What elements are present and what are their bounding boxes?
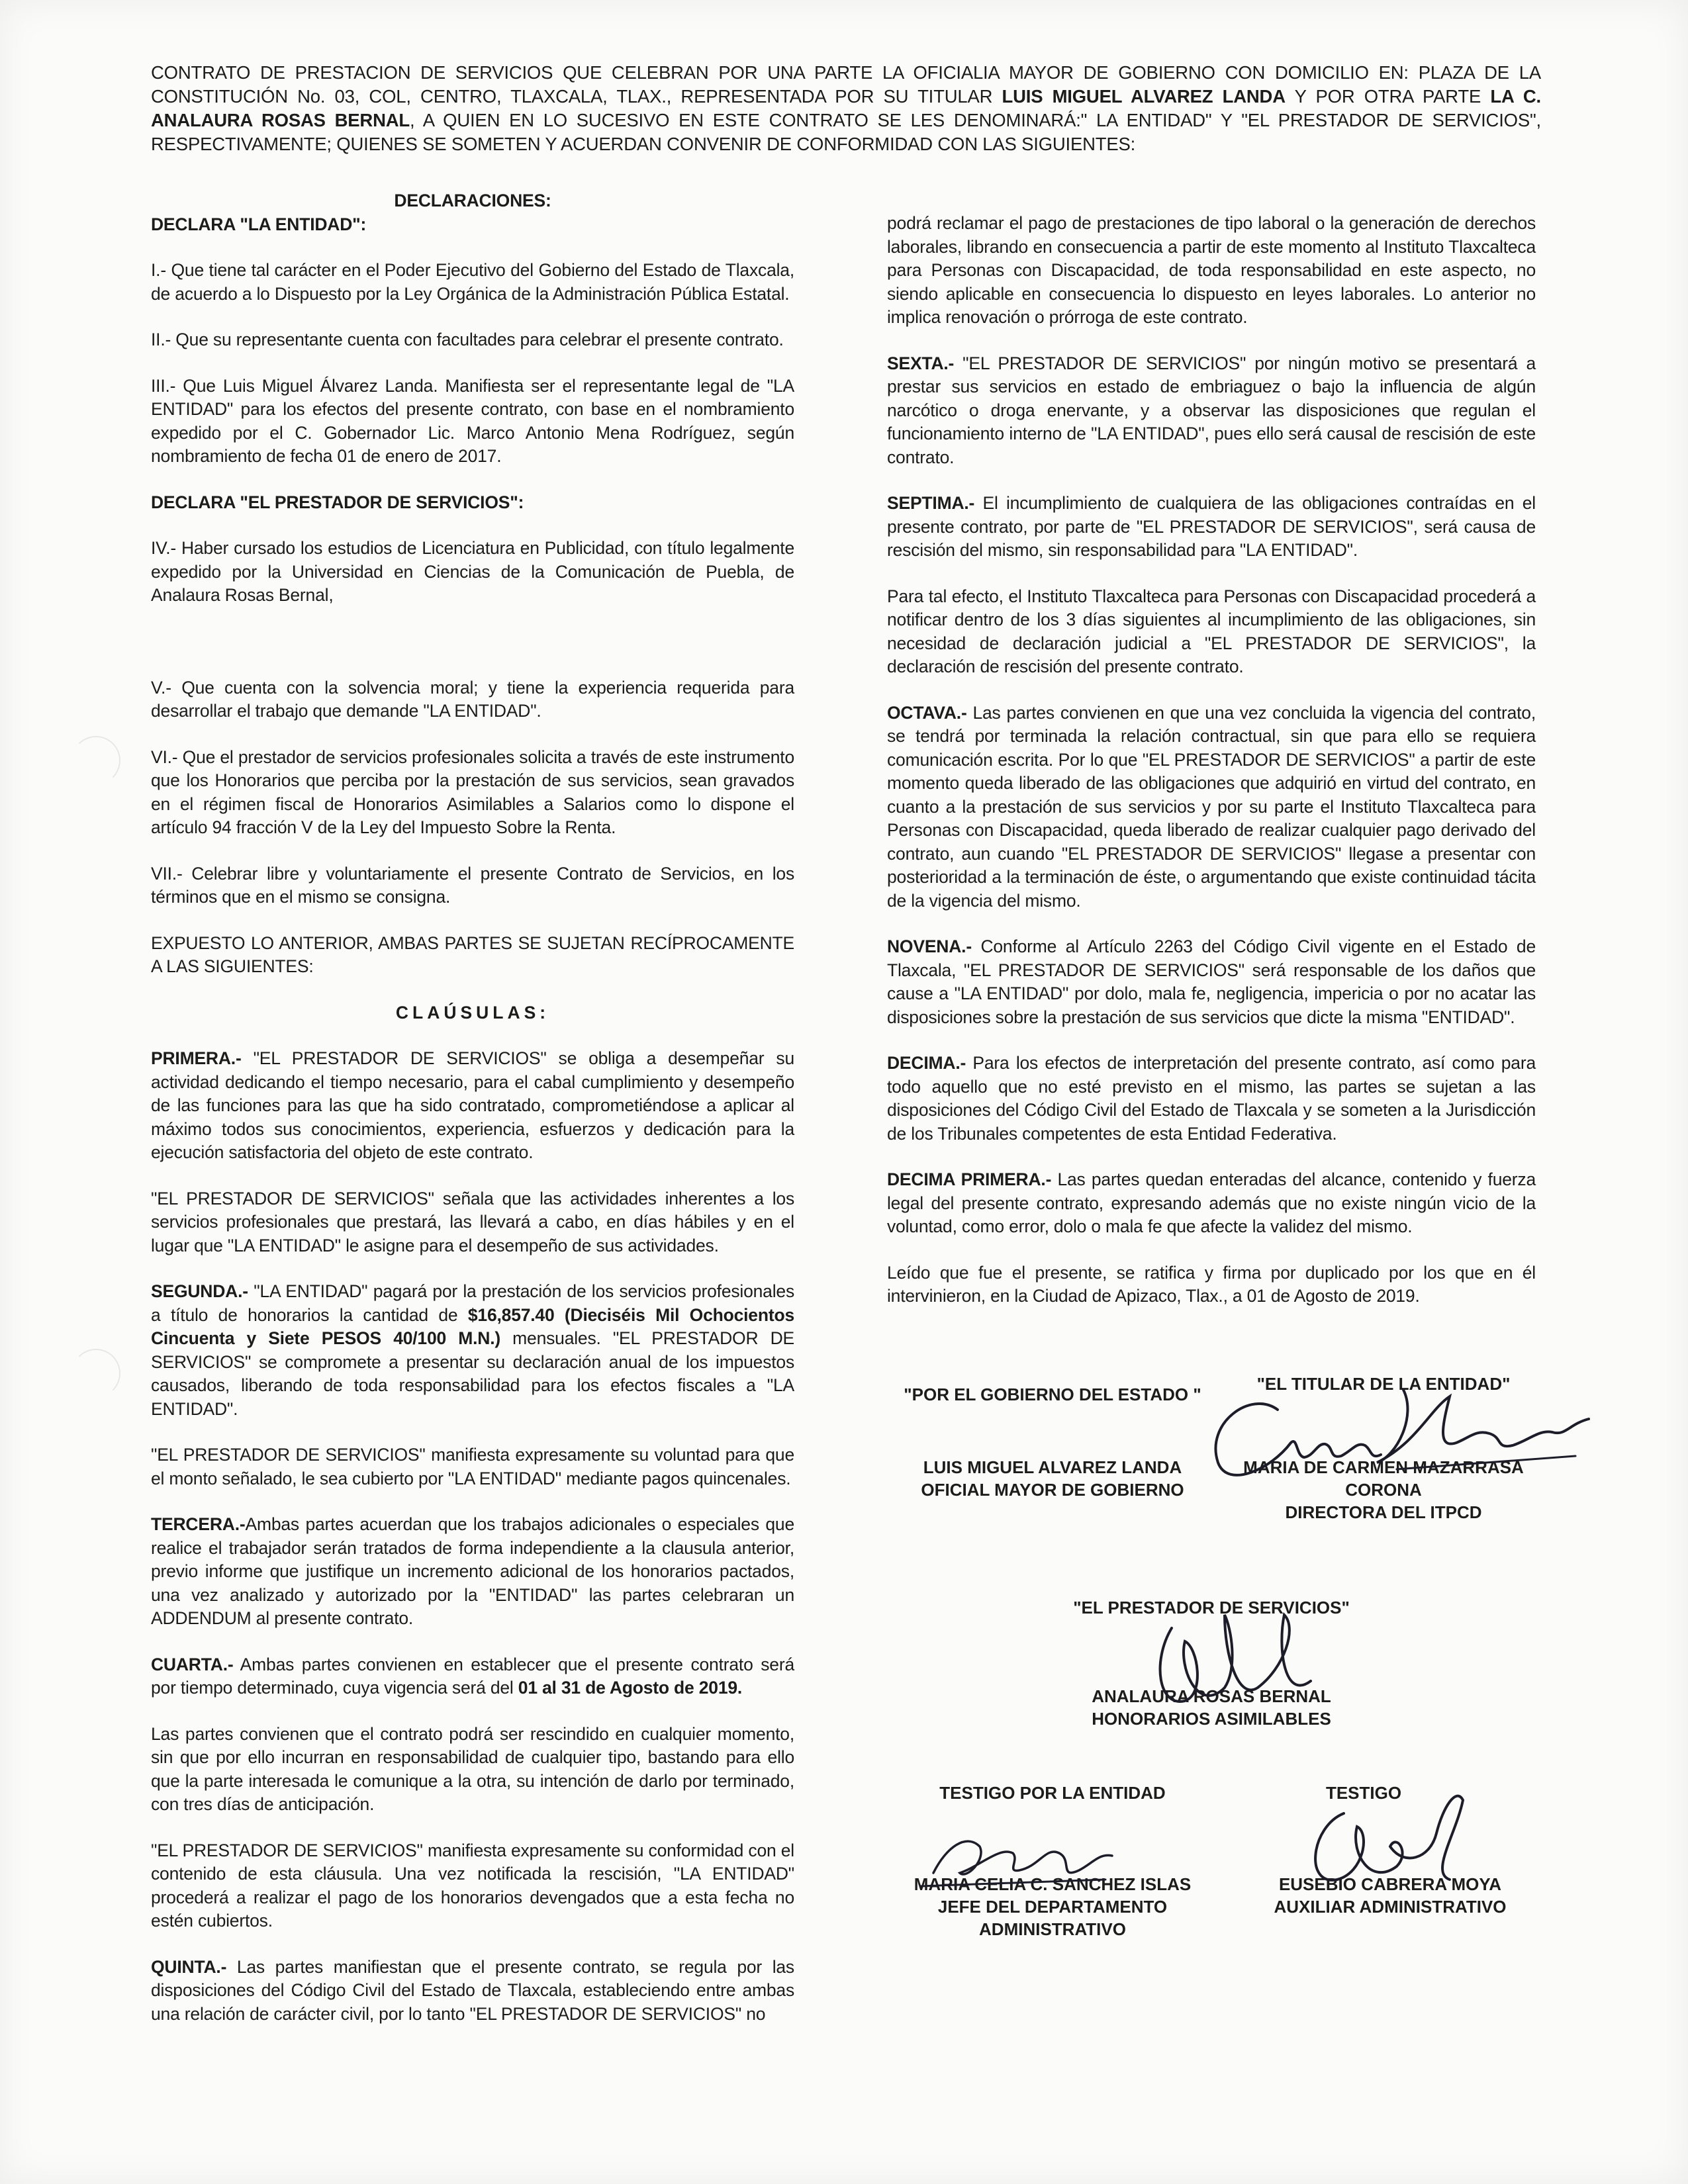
declaration-v: V.- Que cuenta con la solvencia moral; y tiene la experiencia requerida para desarrollar el trabajo que demande "LA ENTIDAD".: [151, 677, 794, 721]
clause-quinta-label: QUINTA.-: [151, 1956, 227, 1977]
clause-sexta-label: SEXTA.-: [887, 353, 955, 373]
testigo1-signatory: [874, 1873, 1231, 1940]
clause-octava-text: Las partes convienen en que una vez concluida la vigencia del contrato, se tendrá por terminada la relación contractual, sin que para ello se requiera comunicación escrita. Por lo que "EL PRESTADOR DE SERVICIOS" a partir de este momento queda liberado de las obligaciones que adquirió en virtud del contrato, en cuanto a la prestación de sus servicios y por su parte el Instituto Tlaxcalteca para Personas con Discapacidad, queda liberado de realizar cualquier pago derivado del contrato, aun cuando "EL PRESTADOR DE SERVICIOS" llegase a presentar con posterioridad a la terminación de éste, o argumentando que existe continuidad tácita de la vigencia del mismo.: [887, 702, 1536, 911]
gov-name: LUIS MIGUEL ALVAREZ LANDA: [923, 1457, 1182, 1477]
prestador-label: "EL PRESTADOR DE SERVICIOS": [1073, 1598, 1350, 1617]
fee-amount: $16,857.40 (Dieciséis Mil Ochocientos Cincuenta y Siete PESOS 40/100 M.N.): [151, 1304, 794, 1348]
clause-septima: [887, 492, 1536, 563]
header-intro: CONTRATO DE PRESTACION DE SERVICIOS QUE CELEBRAN POR UNA PARTE LA OFICIALIA MAYOR DE GOBIERNO CON DOMICILIO EN: PLAZA DE LA CONSTITUCIÓN No. 03, COL, CENTRO, TLAXCALA, TLAX., REPRESENTADA POR SU TITULAR: [151, 62, 1541, 107]
expuesto-paragraph: EXPUESTO LO ANTERIOR, AMBAS PARTES SE SUJETAN RECÍPROCAMENTE A LAS SIGUIENTES:: [151, 933, 794, 976]
clause-quinta: [151, 1956, 794, 2026]
clause-septima-label: SEPTIMA.-: [887, 493, 975, 513]
clause-sexta: [887, 352, 1536, 470]
titular-name: MARIA DE CARMEN MAZARRASA: [1243, 1457, 1524, 1477]
clause-decima-label: DECIMA.-: [887, 1053, 966, 1073]
testigo-entidad-label: TESTIGO POR LA ENTIDAD: [939, 1783, 1166, 1803]
testigo1-name: MARIA CELIA C. SANCHEZ ISLAS: [914, 1874, 1192, 1894]
gobierno-label: "POR EL GOBIERNO DEL ESTADO ": [904, 1385, 1201, 1404]
clause-octava-label: OCTAVA.-: [887, 702, 967, 723]
header-end: , A QUIEN EN LO SUCESIVO EN ESTE CONTRATO SE LES DENOMINARÁ:" LA ENTIDAD" Y "EL PRESTADOR DE SERVICIOS", RESPECTIVAMENTE; QUIENES SE SOMETEN Y ACUERDAN CONVENIR DE CONFORMIDAD CON LAS SIGUIENTES:: [151, 110, 1541, 154]
gov-signatory: [867, 1456, 1238, 1501]
provider-name: LA C. ANALAURA ROSAS BERNAL: [151, 86, 1541, 130]
declara-entidad-heading: DECLARA "LA ENTIDAD":: [151, 214, 367, 234]
punch-hole-bottom: [71, 1349, 120, 1398]
declaration-iv: IV.- Haber cursado los estudios de Licenciatura en Publicidad, con título legalmente expedido por la Universidad en Ciencias de la Comunicación de Puebla, de Analaura Rosas Bernal,: [151, 538, 794, 605]
header-middle: Y POR OTRA PARTE: [1285, 86, 1491, 107]
clause-primera: [151, 1047, 794, 1165]
testigo2-signatory: [1258, 1873, 1523, 1918]
clause-segunda-label: SEGUNDA.-: [151, 1281, 248, 1301]
contract-header: [151, 61, 1541, 156]
clausulas-title: CLAÚSULAS:: [395, 1002, 550, 1023]
clause-decima-primera-label: DECIMA PRIMERA.-: [887, 1169, 1052, 1189]
contract-period: 01 al 31 de Agosto de 2019.: [518, 1678, 743, 1698]
clause-novena: [887, 935, 1536, 1029]
clause-primera-text: "EL PRESTADOR DE SERVICIOS" se obliga a desempeñar su actividad dedicando el tiempo necesario, para el cabal cumplimiento y desempeño de las funciones para las que ha sido contratado, comprometiéndose a aplicar al máximo todos sus conocimientos, experiencia, esfuerzos y dedicación para la ejecución satisfactoria del objeto de este contrato.: [151, 1048, 794, 1162]
declaration-i: I.- Que tiene tal carácter en el Poder Ejecutivo del Gobierno del Estado de Tlaxcala, de acuerdo a lo Dispuesto por la Ley Orgánica de la Administración Pública Estatal.: [151, 260, 794, 304]
clause-decima-primera-text: Las partes quedan enteradas del alcance, contenido y fuerza legal del presente contrato, expresando además que no existe ningún vicio de la voluntad, como error, dolo o mala fe que afecte la validez del mismo.: [887, 1169, 1536, 1236]
representative-name: LUIS MIGUEL ALVAREZ LANDA: [1002, 86, 1286, 107]
testigo2-name: EUSEBIO CABRERA MOYA: [1278, 1874, 1502, 1894]
clause-cuarta-c: "EL PRESTADOR DE SERVICIOS" manifiesta expresamente su conformidad con el contenido de esta cláusula. Una vez notificada la rescisión, "LA ENTIDAD" procederá a realizar el pago de los honorarios devengados que a esta fecha no estén cubiertos.: [151, 1840, 794, 1931]
clause-segunda: [151, 1280, 794, 1421]
declara-prestador-heading: DECLARA "EL PRESTADOR DE SERVICIOS":: [151, 492, 524, 512]
clause-novena-label: NOVENA.-: [887, 936, 972, 956]
prestador-sign-name: ANALAURA ROSAS BERNAL: [1092, 1686, 1331, 1706]
gov-title: OFICIAL MAYOR DE GOBIERNO: [921, 1480, 1184, 1500]
titular-name-2: CORONA: [1345, 1480, 1422, 1500]
clause-segunda-c: "EL PRESTADOR DE SERVICIOS" manifiesta expresamente su voluntad para que el monto señalado, le sea cubierto por "LA ENTIDAD" mediante pagos quincenales.: [151, 1445, 794, 1488]
clause-novena-text: Conforme al Artículo 2263 del Código Civil vigente en el Estado de Tlaxcala, "EL PRESTADOR DE SERVICIOS" será responsable de los daños que cause a "LA ENTIDAD" por dolo, mala fe, negligencia, impericia o por no acatar las disposiciones sobre la prestación de sus servicios que dicte la misma "ENTIDAD".: [887, 936, 1536, 1027]
signing-statement: Leído que fue el presente, se ratifica y firma por duplicado por los que en él intervinieron, en la Ciudad de Apizaco, Tlax., a 01 de Agosto de 2019.: [887, 1262, 1536, 1306]
left-column: [151, 189, 794, 2048]
declaration-ii: II.- Que su representante cuenta con facultades para celebrar el presente contrato.: [151, 330, 784, 349]
declaration-iii: III.- Que Luis Miguel Álvarez Landa. Manifiesta ser el representante legal de "LA ENTIDAD" para los efectos del presente contrato, con base en el nombramiento expedido por el C. Gobernador Lic. Marco Antonio Mena Rodríguez, según nombramiento de fecha 01 de enero de 2017.: [151, 375, 794, 466]
punch-hole-top: [71, 736, 120, 785]
clause-cuarta-text: Ambas partes convienen en establecer que el presente contrato será por tiempo determinado, cuya vigencia será del: [151, 1654, 794, 1698]
clause-tercera-label: TERCERA.-: [151, 1514, 246, 1534]
testigo1-title: JEFE DEL DEPARTAMENTO: [937, 1897, 1168, 1917]
declaration-vii: VII.- Celebrar libre y voluntariamente el presente Contrato de Servicios, en los términos que en el mismo se consigna.: [151, 863, 794, 907]
clause-segunda-text: "LA ENTIDAD" pagará por la prestación de los servicios profesionales a título de honorarios la cantidad de: [151, 1281, 794, 1325]
testigo1-title-2: ADMINISTRATIVO: [979, 1919, 1126, 1939]
declaration-vi: VI.- Que el prestador de servicios profesionales solicita a través de este instrumento que los Honorarios que perciba por la prestación de sus servicios, sean gravados en el régimen fiscal de Honorarios Asimilables a Salarios como lo dispone el artículo 94 fracción V de la Ley del Impuesto Sobre la Renta.: [151, 747, 794, 837]
clause-cuarta-label: CUARTA.-: [151, 1654, 234, 1674]
prestador-sign-title: HONORARIOS ASIMILABLES: [1092, 1709, 1331, 1729]
clause-decima: [887, 1052, 1536, 1146]
clause-tercera: [151, 1513, 794, 1631]
clause-sexta-text: "EL PRESTADOR DE SERVICIOS" por ningún motivo se presentará a prestar sus servicios en estado de embriaguez o bajo la influencia de algún narcótico o droga enervante, y a observar las disposiciones que regulan el funcionamiento interno de "LA ENTIDAD", pues ello será causal de rescisión de este contrato.: [887, 353, 1536, 467]
clause-primera-label: PRIMERA.-: [151, 1048, 242, 1068]
clause-quinta-text: Las partes manifiestan que el presente contrato, se regula por las disposiciones del Código Civil del Estado de Tlaxcala, estableciendo entre ambas una relación de carácter civil, por lo tanto "EL PRESTADOR DE SERVICIOS" no: [151, 1956, 794, 2024]
clause-septima-text: El incumplimiento de cualquiera de las obligaciones contraídas en el presente contrato, por parte de "EL PRESTADOR DE SERVICIOS", será causa de rescisión del mismo, sin responsabilidad para "LA ENTIDAD".: [887, 493, 1536, 560]
clause-tercera-text: Ambas partes acuerdan que los trabajos adicionales o especiales que realice el trabajador serán tratados de forma independiente a la clausula anterior, previo informe que justifique un incremento adicional de los honorarios pactados, una vez analizado y autorizado por la "ENTIDAD" las partes celebraran un ADDENDUM al presente contrato.: [151, 1514, 794, 1628]
clause-decima-text: Para los efectos de interpretación del presente contrato, así como para todo aquello que no esté previsto en el mismo, las partes se sujetan a las disposiciones del Código Civil del Estado de Tlaxcala y se someten a la Jurisdicción de los Tribunales competentes de esta Entidad Federativa.: [887, 1053, 1536, 1144]
titular-title: DIRECTORA DEL ITPCD: [1285, 1502, 1482, 1522]
testigo2-title: AUXILIAR ADMINISTRATIVO: [1274, 1897, 1507, 1917]
titular-signatory: [1231, 1456, 1536, 1524]
clause-septima-b: Para tal efecto, el Instituto Tlaxcalteca para Personas con Discapacidad procederá a notificar dentro de los 3 días siguientes al incumplimiento de las obligaciones, sin necesidad de declaración judicial a "EL PRESTADOR DE SERVICIOS", la declaración de rescisión del presente contrato.: [887, 586, 1536, 676]
clause-decima-primera: [887, 1168, 1536, 1239]
testigo-label: TESTIGO: [1325, 1783, 1402, 1803]
declaraciones-title: DECLARACIONES:: [394, 191, 551, 210]
clause-cuarta: [151, 1653, 794, 1700]
clause-segunda-text-b: mensuales. "EL PRESTADOR DE SERVICIOS" se compromete a presentar su declaración anual de los impuestos causados, liberando de toda responsabilidad para los efectos fiscales a "LA ENTIDAD".: [151, 1328, 794, 1419]
clause-quinta-continued: podrá reclamar el pago de prestaciones de tipo laboral o la generación de derechos laborales, librando en consecuencia a partir de este momento al Instituto Tlaxcalteca para Personas con Discapacidad, de toda responsabilidad en este aspecto, no siendo aplicable en consecuencia lo dispuesto en leyes laborales. Lo anterior no implica renovación o prórroga de este contrato.: [887, 213, 1536, 327]
clause-octava: [887, 702, 1536, 913]
prestador-signatory: [1013, 1685, 1410, 1730]
clause-cuarta-b: Las partes convienen que el contrato podrá ser rescindido en cualquier momento, sin que por ello incurran en responsabilidad de cualquier tipo, bastando para ello que la parte interesada le comunique a la otra, su intención de darlo por terminado, con tres días de anticipación.: [151, 1723, 794, 1814]
titular-label: "EL TITULAR DE LA ENTIDAD": [1256, 1374, 1511, 1394]
clause-primera-b: "EL PRESTADOR DE SERVICIOS" señala que las actividades inherentes a los servicios profesionales que prestará, las llevará a cabo, en días hábiles y en el lugar que "LA ENTIDAD" le asigne para el desempeño de sus actividades.: [151, 1188, 794, 1255]
right-column: [887, 212, 1536, 1331]
